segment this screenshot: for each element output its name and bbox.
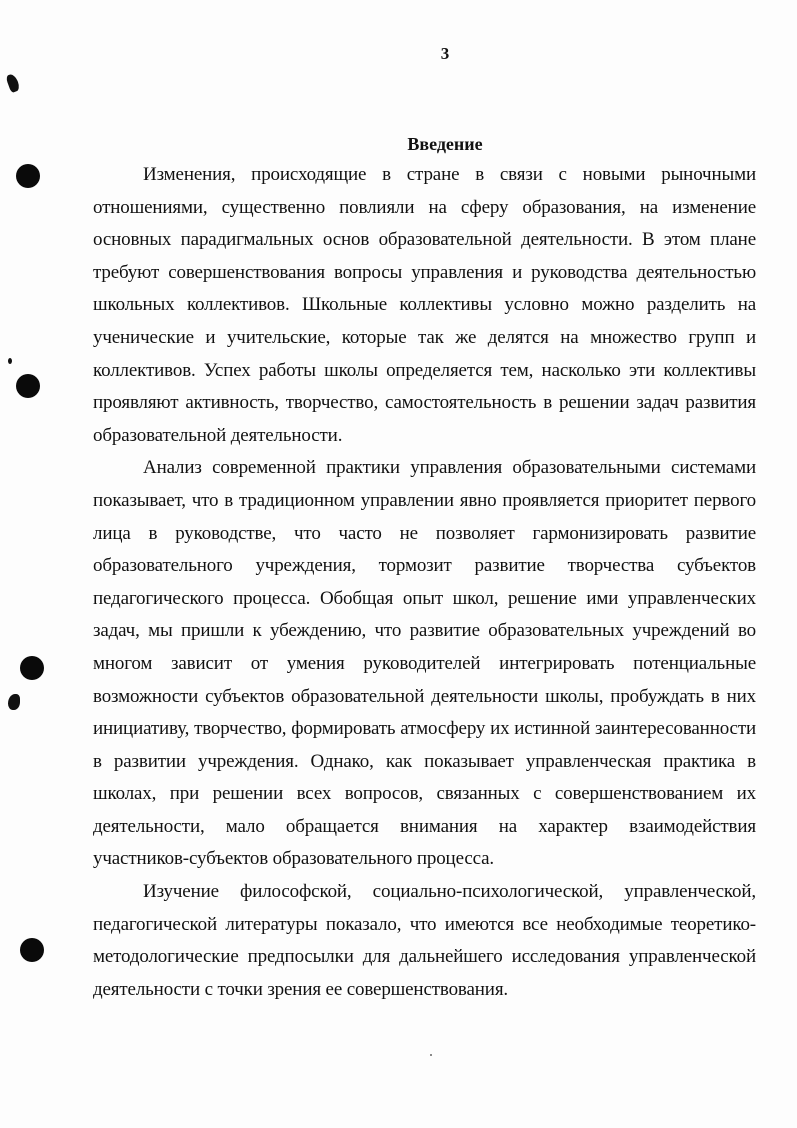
punch-hole [20, 938, 44, 962]
paragraph: Изменения, происходящие в стране в связи с новыми рыночными отношениями, существенно повлияли на сферу образования, на изменение основных парадигмальных основ образовательной деятельности. В этом плане требуют совершенствования вопросы управления и руководства деятельностью школьных коллективов. Школьные коллективы условно можно разделить на ученические и учительские, которые так же делятся на множество групп и коллективов. Успех работы школы определяется тем, насколько эти коллективы проявляют активность, творчество, самостоятельность в решении задач развития образовательной деятельности. [93, 164, 756, 446]
punch-hole [16, 164, 40, 188]
scan-speck [5, 73, 21, 93]
scan-speck [8, 358, 12, 364]
paragraph: Изучение философской, социально-психологической, управленческой, педагогической литературы показало, что имеются все необходимые теоретико-методологические предпосылки для дальнейшего исследования управленческой деятельности с точки зрения ее совершенствования. [93, 881, 756, 1000]
paragraph: Анализ современной практики управления образовательными системами показывает, что в традиционном управлении явно проявляется приоритет первого лица в руководстве, что часто не позволяет гармонизировать развитие образовательного учреждения, тормозит развитие творчества субъектов педагогического процесса. Обобщая опыт школ, решение ими управленческих задач, мы пришли к убеждению, что развитие образовательных учреждений во многом зависит от умения руководителей интегрировать потенциальные возможности субъектов образовательной деятельности школы, пробуждать в них инициативу, творчество, формировать атмосферу их истинной заинтересованности в развитии учреждения. Однако, как показывает управленческая практика в школах, при решении всех вопросов, связанных с совершенствованием их деятельности, мало обращается внимания на характер взаимодействия участников-субъектов образовательного процесса. [93, 457, 756, 870]
scan-speck [430, 1054, 432, 1056]
page-title: Введение [407, 134, 483, 154]
page-number: 3 [440, 44, 450, 63]
punch-hole [20, 656, 44, 680]
body-text [93, 159, 756, 1006]
scan-speck [8, 694, 20, 710]
punch-hole [16, 374, 40, 398]
